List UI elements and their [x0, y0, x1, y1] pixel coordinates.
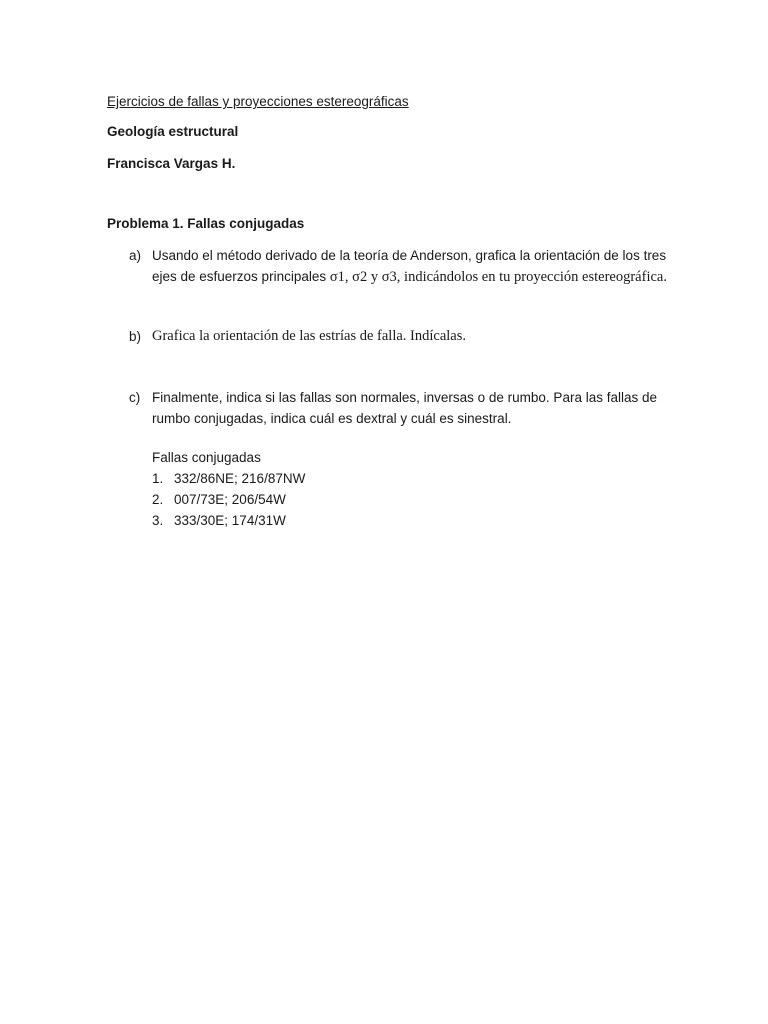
faults-block	[152, 447, 306, 531]
item-c-marker: c)	[129, 390, 141, 405]
fault-number: 2.	[152, 492, 164, 507]
document-title: Ejercicios de fallas y proyecciones estereográficas	[107, 94, 409, 109]
item-a-text	[152, 245, 672, 288]
item-b-marker: b)	[129, 329, 142, 344]
fault-value: 332/86NE; 216/87NW	[174, 471, 306, 486]
author-name: Francisca Vargas H.	[107, 156, 236, 171]
fault-number: 1.	[152, 471, 164, 486]
item-b-text: Grafica la orientación de las estrías de falla. Indícalas.	[152, 328, 467, 344]
fault-item	[152, 468, 306, 489]
item-c-text: Finalmente, indica si las fallas son normales, inversas o de rumbo. Para las fallas de rumbo conjugadas, indica cuál es dextral y cuál es sinestral.	[152, 390, 657, 426]
fault-number: 3.	[152, 513, 164, 528]
course-name: Geología estructural	[107, 124, 239, 139]
item-a-text-end: σ1, σ2 y σ3, indicándolos en tu proyección estereográfica.	[329, 269, 667, 285]
fault-value: 333/30E; 174/31W	[174, 513, 286, 528]
faults-label: Fallas conjugadas	[152, 450, 261, 465]
fault-value: 007/73E; 206/54W	[174, 492, 286, 507]
item-a-text-start: Usando el método derivado de la teoría de Anderson, grafica la orientación de los tres ejes de esfuerzos principales	[152, 248, 667, 284]
problem-heading: Problema 1. Fallas conjugadas	[107, 216, 305, 231]
fault-item	[152, 489, 286, 510]
fault-item	[152, 510, 286, 531]
item-a-marker: a)	[129, 248, 142, 263]
